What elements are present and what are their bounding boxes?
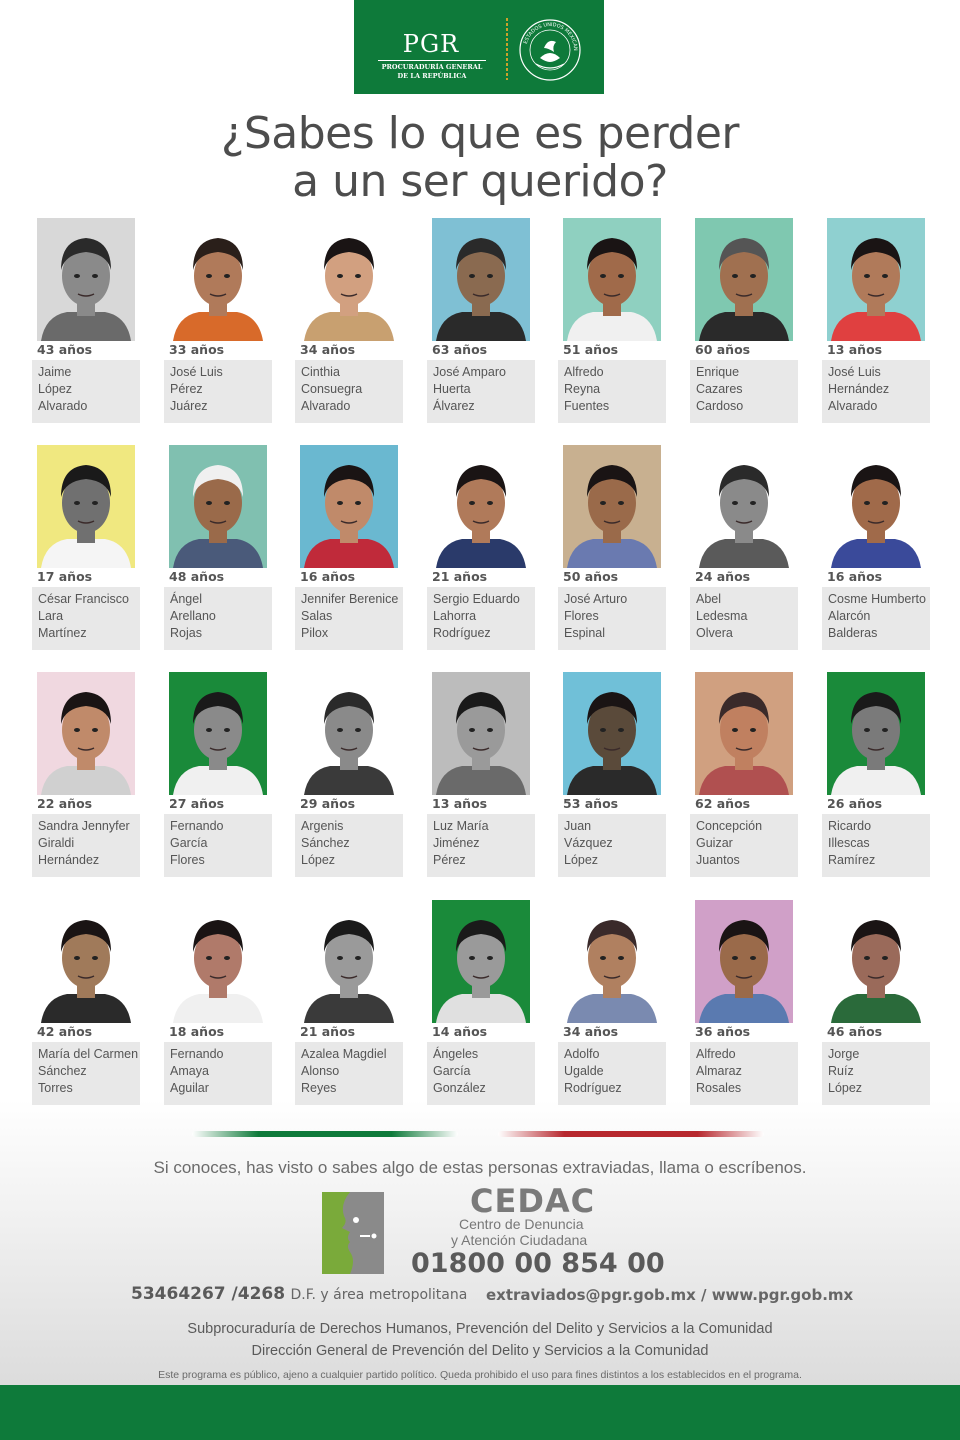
headline-line-1: ¿Sabes lo que es perder	[220, 108, 740, 159]
person-card	[558, 672, 666, 877]
person-name-line: Jiménez	[433, 836, 480, 850]
person-photo	[37, 900, 135, 1023]
person-name-line: María del Carmen	[38, 1047, 139, 1061]
person-name-line: Ledesma	[696, 609, 748, 623]
seal-text: ESTADOS UNIDOS MEXICAN	[522, 21, 579, 51]
person-name	[822, 1042, 930, 1105]
person-name	[690, 814, 798, 877]
person-name	[32, 814, 140, 877]
person-photo	[300, 672, 398, 795]
person-photo	[827, 218, 925, 341]
person-name-line: Jennifer Berenice	[301, 592, 399, 606]
person-name-line: César Francisco	[38, 592, 129, 606]
person-name	[822, 360, 930, 423]
person-name-line: José Amparo	[433, 365, 506, 379]
pgr-logo	[354, 0, 604, 94]
person-name-line: Ruíz	[828, 1064, 854, 1078]
person-name-line: Torres	[38, 1081, 73, 1095]
person-name-line: Lara	[38, 609, 64, 623]
person-name-line: Juárez	[170, 399, 208, 413]
person-name-line: Sergio Eduardo	[433, 592, 520, 606]
person-age: 22 años	[37, 796, 93, 811]
person-photo	[432, 218, 530, 341]
person-name-line: Cazares	[696, 382, 743, 396]
person-photo	[827, 672, 925, 795]
local-phone-line	[131, 1284, 467, 1304]
person-name-line: Ramírez	[828, 853, 876, 867]
person-name-line: Hernández	[828, 382, 890, 396]
person-name-line: Pérez	[170, 382, 203, 396]
person-age: 26 años	[827, 796, 883, 811]
person-photo	[300, 218, 398, 341]
person-name	[164, 1042, 272, 1105]
person-name-line: Cosme Humberto	[828, 592, 926, 606]
person-age: 48 años	[169, 569, 225, 584]
person-name-line: Amaya	[170, 1064, 209, 1078]
person-age: 42 años	[37, 1024, 93, 1039]
person-name-line: Rosales	[696, 1081, 742, 1095]
person-photo	[169, 672, 267, 795]
logo-divider-line	[378, 60, 486, 61]
person-name-line: Lahorra	[433, 609, 477, 623]
national-seal-icon	[518, 18, 582, 82]
person-card	[164, 900, 272, 1105]
person-name-line: Consuegra	[301, 382, 363, 396]
pgr-logo-text: PGR	[402, 30, 460, 58]
cedac-subtitle-line-1: Centro de Denuncia	[459, 1216, 584, 1232]
person-photo	[563, 218, 661, 341]
person-age: 21 años	[432, 569, 488, 584]
person-card	[690, 672, 798, 877]
person-name	[32, 360, 140, 423]
person-card	[32, 445, 140, 650]
person-card	[164, 218, 272, 423]
person-card	[32, 218, 140, 423]
person-age: 18 años	[169, 1024, 225, 1039]
person-name-line: Almaraz	[696, 1064, 742, 1078]
person-photo	[37, 672, 135, 795]
person-name-line: López	[828, 1081, 863, 1095]
headline	[0, 110, 960, 206]
person-name-line: José Luis	[828, 365, 881, 379]
person-name-line: Guizar	[696, 836, 733, 850]
local-area-label: D.F. y área metropolitana	[290, 1287, 468, 1303]
person-name-line: Jaime	[38, 365, 72, 379]
footer-band	[0, 1385, 960, 1440]
person-age: 46 años	[827, 1024, 883, 1039]
person-name	[690, 587, 798, 650]
person-name	[164, 587, 272, 650]
person-card	[295, 445, 403, 650]
footer-line-1: Subprocuraduría de Derechos Humanos, Prevención del Delito y Servicios a la Comunidad	[187, 1321, 773, 1337]
person-name-line: Vázquez	[564, 836, 613, 850]
person-name-line: Adolfo	[564, 1047, 600, 1061]
person-age: 14 años	[432, 1024, 488, 1039]
person-age: 50 años	[563, 569, 619, 584]
person-name-line: Illescas	[828, 836, 870, 850]
person-name-line: Espinal	[564, 626, 605, 640]
person-name-line: Cardoso	[696, 399, 744, 413]
person-name	[427, 814, 535, 877]
person-card	[558, 218, 666, 423]
person-photo	[37, 445, 135, 568]
person-name-line: García	[433, 1064, 471, 1078]
person-photo	[695, 672, 793, 795]
person-name-line: José Arturo	[564, 592, 628, 606]
person-name	[822, 587, 930, 650]
person-age: 60 años	[695, 342, 751, 357]
person-name-line: Flores	[170, 853, 205, 867]
person-name	[822, 814, 930, 877]
person-name-line: Juan	[564, 819, 592, 833]
person-name-line: Argenis	[301, 819, 344, 833]
person-name-line: Reyes	[301, 1081, 337, 1095]
logo-subtitle-line-2: DE LA REPÚBLICA	[397, 72, 467, 80]
person-age: 29 años	[300, 796, 356, 811]
person-card	[427, 900, 535, 1105]
person-card	[32, 672, 140, 877]
person-photo	[169, 218, 267, 341]
person-name	[164, 814, 272, 877]
person-name-line: Rodríguez	[564, 1081, 622, 1095]
person-card	[558, 900, 666, 1105]
person-name-line: Luz María	[433, 819, 489, 833]
person-card	[822, 900, 930, 1105]
person-age: 34 años	[300, 342, 356, 357]
person-name-line: Reyna	[564, 382, 601, 396]
logo-separator	[506, 18, 508, 80]
person-name-line: Alvarado	[828, 399, 878, 413]
person-name-line: Ricardo	[828, 819, 872, 833]
person-name	[558, 1042, 666, 1105]
person-name-line: Pérez	[433, 853, 466, 867]
person-name-line: López	[301, 853, 336, 867]
person-age: 21 años	[300, 1024, 356, 1039]
person-name-line: Alonso	[301, 1064, 340, 1078]
person-name-line: Pilox	[301, 626, 329, 640]
person-age: 16 años	[827, 569, 883, 584]
person-photo	[432, 672, 530, 795]
person-photo	[300, 900, 398, 1023]
person-name-line: Alfredo	[696, 1047, 736, 1061]
person-name-line: Fernando	[170, 1047, 224, 1061]
person-name-line: Alarcón	[828, 609, 871, 623]
person-card	[822, 672, 930, 877]
person-name-line: Alfredo	[564, 365, 604, 379]
person-name-line: Azalea Magdiel	[301, 1047, 387, 1061]
footer-line-2: Dirección General de Prevención del Delito y Servicios a la Comunidad	[251, 1343, 709, 1359]
person-card	[427, 445, 535, 650]
person-name-line: Sánchez	[301, 836, 350, 850]
person-name-line: Cinthia	[301, 365, 340, 379]
person-age: 63 años	[432, 342, 488, 357]
person-name	[427, 360, 535, 423]
person-age: 16 años	[300, 569, 356, 584]
person-photo	[563, 672, 661, 795]
person-name	[427, 587, 535, 650]
person-card	[295, 900, 403, 1105]
person-name-line: Ángel	[170, 592, 202, 606]
person-name-line: Álvarez	[433, 399, 475, 413]
cedac-logo-icon	[320, 1190, 386, 1276]
person-card	[164, 672, 272, 877]
person-card	[164, 445, 272, 650]
person-name	[295, 360, 403, 423]
local-phone[interactable]: 53464267 /4268	[131, 1284, 286, 1304]
logo-subtitle-line-1: PROCURADURÍA GENERAL	[381, 63, 483, 71]
person-name-line: González	[433, 1081, 486, 1095]
person-age: 27 años	[169, 796, 225, 811]
person-age: 17 años	[37, 569, 93, 584]
person-age: 33 años	[169, 342, 225, 357]
person-name-line: Enrique	[696, 365, 740, 379]
person-name-line: Juantos	[696, 853, 740, 867]
person-name-line: Sandra Jennyfer	[38, 819, 130, 833]
person-name	[164, 360, 272, 423]
person-name-line: Huerta	[433, 382, 471, 396]
person-age: 13 años	[827, 342, 883, 357]
person-card	[427, 672, 535, 877]
person-name	[690, 360, 798, 423]
person-name-line: López	[38, 382, 73, 396]
person-name-line: Ugalde	[564, 1064, 604, 1078]
person-name-line: Fuentes	[564, 399, 610, 413]
person-name-line: Sánchez	[38, 1064, 87, 1078]
person-card	[558, 445, 666, 650]
person-photo	[432, 900, 530, 1023]
person-card	[295, 218, 403, 423]
person-name	[427, 1042, 535, 1105]
call-to-action: Si conoces, has visto o sabes algo de estas personas extraviadas, llama o escríbenos.	[153, 1158, 807, 1177]
person-name-line: López	[564, 853, 599, 867]
person-name-line: Giraldi	[38, 836, 75, 850]
divider-bar-green	[192, 1131, 458, 1137]
person-name-line: Hernández	[38, 853, 100, 867]
person-name	[32, 1042, 140, 1105]
person-name-line: Martínez	[38, 626, 87, 640]
person-name	[558, 360, 666, 423]
person-name-line: Alvarado	[38, 399, 88, 413]
person-name-line: Aguilar	[170, 1081, 209, 1095]
person-name-line: Salas	[301, 609, 333, 623]
person-age: 24 años	[695, 569, 751, 584]
person-name	[558, 814, 666, 877]
person-photo	[169, 900, 267, 1023]
person-card	[690, 445, 798, 650]
person-name	[295, 1042, 403, 1105]
person-photo	[827, 445, 925, 568]
person-name-line: Rodríguez	[433, 626, 491, 640]
person-age: 34 años	[563, 1024, 619, 1039]
divider-bar-red	[498, 1131, 764, 1137]
person-name-line: Rojas	[170, 626, 202, 640]
toll-free-phone[interactable]: 01800 00 854 00	[411, 1248, 665, 1279]
person-age: 62 años	[695, 796, 751, 811]
person-name-line: Abel	[696, 592, 722, 606]
person-name-line: Alvarado	[301, 399, 351, 413]
person-name	[295, 587, 403, 650]
person-card	[690, 900, 798, 1105]
email-web-links[interactable]: extraviados@pgr.gob.mx / www.pgr.gob.mx	[486, 1286, 854, 1304]
person-name-line: Jorge	[828, 1047, 860, 1061]
person-card	[822, 218, 930, 423]
person-photo	[563, 900, 661, 1023]
person-age: 13 años	[432, 796, 488, 811]
person-card	[822, 445, 930, 650]
person-photo	[300, 445, 398, 568]
person-card	[32, 900, 140, 1105]
disclaimer: Este programa es público, ajeno a cualquier partido político. Queda prohibido el uso para fines distintos a los establecidos en el programa.	[158, 1369, 802, 1381]
person-photo	[695, 218, 793, 341]
cedac-subtitle-line-2: y Atención Ciudadana	[451, 1232, 588, 1248]
person-name	[690, 1042, 798, 1105]
person-card	[690, 218, 798, 423]
person-age: 43 años	[37, 342, 93, 357]
person-card	[427, 218, 535, 423]
person-name-line: Flores	[564, 609, 599, 623]
person-photo	[169, 445, 267, 568]
person-photo	[432, 445, 530, 568]
cedac-name: CEDAC	[470, 1182, 596, 1220]
person-photo	[37, 218, 135, 341]
person-age: 53 años	[563, 796, 619, 811]
person-name-line: Ángeles	[433, 1047, 479, 1061]
person-photo	[695, 445, 793, 568]
person-name-line: Olvera	[696, 626, 733, 640]
person-name-line: Concepción	[696, 819, 763, 833]
person-photo	[563, 445, 661, 568]
person-name-line: Arellano	[170, 609, 216, 623]
person-name	[295, 814, 403, 877]
person-name-line: José Luis	[170, 365, 223, 379]
person-name-line: García	[170, 836, 208, 850]
person-name	[558, 587, 666, 650]
person-age: 36 años	[695, 1024, 751, 1039]
person-name-line: Fernando	[170, 819, 224, 833]
person-name-line: Balderas	[828, 626, 878, 640]
pgr-logo-subtitle	[376, 63, 488, 81]
person-card	[295, 672, 403, 877]
person-name	[32, 587, 140, 650]
person-photo	[827, 900, 925, 1023]
person-age: 51 años	[563, 342, 619, 357]
person-photo	[695, 900, 793, 1023]
headline-line-2: a un ser querido?	[292, 156, 668, 207]
